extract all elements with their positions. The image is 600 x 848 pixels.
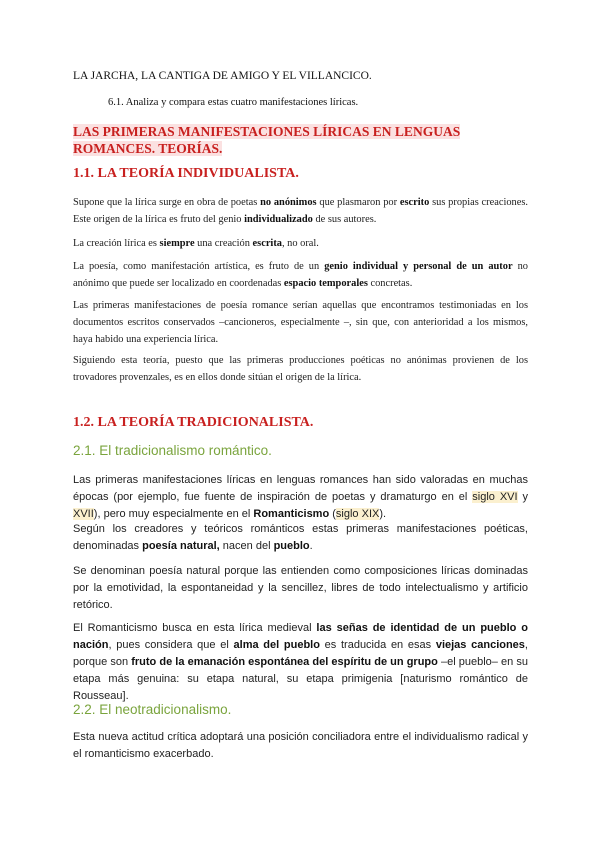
text-run: La creación lírica es [73, 238, 160, 249]
paragraph-6 [73, 472, 528, 523]
text-run: ), pero muy especialmente en el [93, 508, 254, 520]
text-bold: Romanticismo [253, 508, 330, 520]
text-run: Según los creadores y teóricos románticos estas primeras manifestaciones poéticas, denominadas [73, 523, 528, 552]
paragraph-10: Esta nueva actitud crítica adoptará una posición conciliadora entre el individualismo radical y el romanticismo exacerbado. [73, 731, 528, 760]
subheading-neotradicionalismo: 2.2. El neotradicionalismo. [73, 702, 232, 717]
text-run: concretas. [367, 278, 413, 289]
text-run: una creación [194, 238, 253, 249]
text-run: no anónimo que puede ser localizado en coordenadas [73, 261, 528, 289]
text-bold: siempre [159, 238, 195, 249]
text-run: ). [379, 508, 387, 520]
text-bold: espacio temporales [283, 278, 368, 289]
text-run: que plasmaron por [316, 197, 400, 208]
text-run: , no oral. [281, 238, 319, 249]
document-title: LA JARCHA, LA CANTIGA DE AMIGO Y EL VILLANCICO. [73, 70, 372, 82]
text-run: La poesía, como manifestación artística, es fruto de un [73, 261, 325, 272]
text-bold: genio individual y personal de un autor [324, 261, 513, 272]
text-bold: individualizado [244, 214, 313, 225]
banner-line-1: LAS PRIMERAS MANIFESTACIONES LÍRICAS EN LENGUAS [73, 124, 461, 139]
section-banner [73, 123, 533, 157]
text-highlight: siglo XVI [472, 491, 518, 503]
text-run: Las primeras manifestaciones líricas en lenguas romances han sido valoradas en muchas épocas (por ejemplo, fue fuente de inspiración de poetas y dramaturgo en el [73, 474, 528, 503]
text-bold: pueblo [273, 540, 310, 552]
text-run: de sus autores. [312, 214, 377, 225]
text-bold: no anónimos [260, 197, 317, 208]
paragraph-4: Las primeras manifestaciones de poesía romance serían aquellas que encontramos testimoniadas en los documentos escritos conservados –cancioneros, especialmente –, sin que, con anterioridad a los mismos, haya habido una experiencia lírica. [73, 300, 528, 345]
text-run: , pues considera que el [108, 639, 234, 651]
text-run: –el pueblo– en su etapa más genuina: su etapa natural, su etapa primigenia [naturismo romántico de Rousseau]. [73, 656, 528, 702]
paragraph-7 [73, 521, 528, 555]
text-run: nacen del [219, 540, 274, 552]
text-run: , porque son [73, 639, 528, 668]
paragraph-3 [73, 258, 528, 292]
paragraph-9 [73, 620, 528, 705]
text-run: sus propias creaciones. Este origen de la lírica es fruto del genio [73, 197, 528, 225]
text-run: ( [329, 508, 336, 520]
heading-individualista: 1.1. LA TEORÍA INDIVIDUALISTA. [73, 166, 299, 181]
text-run: es traducida en esas [319, 639, 436, 651]
heading-tradicionalista: 1.2. LA TEORÍA TRADICIONALISTA. [73, 415, 314, 430]
paragraph-8: Se denominan poesía natural porque las entienden como composiciones líricas dominadas por la emotividad, la espontaneidad y la sencillez, libres de todo intelectualismo y artificio retórico. [73, 565, 528, 611]
text-highlight: XVII [73, 508, 94, 520]
text-run: Supone que la lírica surge en obra de poetas [73, 197, 261, 208]
text-bold: las señas de identidad de un pueblo o nación [73, 622, 528, 651]
text-bold: viejas canciones [435, 639, 525, 651]
paragraph-5: Siguiendo esta teoría, puesto que las primeras producciones poéticas no anónimas provienen de los trovadores provenzales, es en ellos donde sitúan el origen de la lírica. [73, 355, 528, 383]
text-bold: alma del pueblo [233, 639, 320, 651]
paragraph-1 [73, 194, 528, 228]
text-bold: poesía natural, [142, 540, 220, 552]
text-run: El Romanticismo busca en esta lírica medieval [73, 622, 317, 634]
text-run: . [309, 540, 313, 552]
text-run: y [517, 491, 528, 503]
subheading-tradicionalismo-romantico: 2.1. El tradicionalismo romántico. [73, 443, 272, 458]
text-bold: fruto de la emanación espontánea del espíritu de un grupo [131, 656, 438, 668]
banner-line-2: ROMANCES. TEORÍAS. [73, 141, 223, 156]
text-bold: escrito [399, 197, 430, 208]
paragraph-2 [73, 235, 528, 252]
text-bold: escrita [252, 238, 282, 249]
document-subtitle: 6.1. Analiza y compara estas cuatro manifestaciones líricas. [108, 97, 359, 108]
text-highlight: siglo XIX [335, 508, 380, 520]
